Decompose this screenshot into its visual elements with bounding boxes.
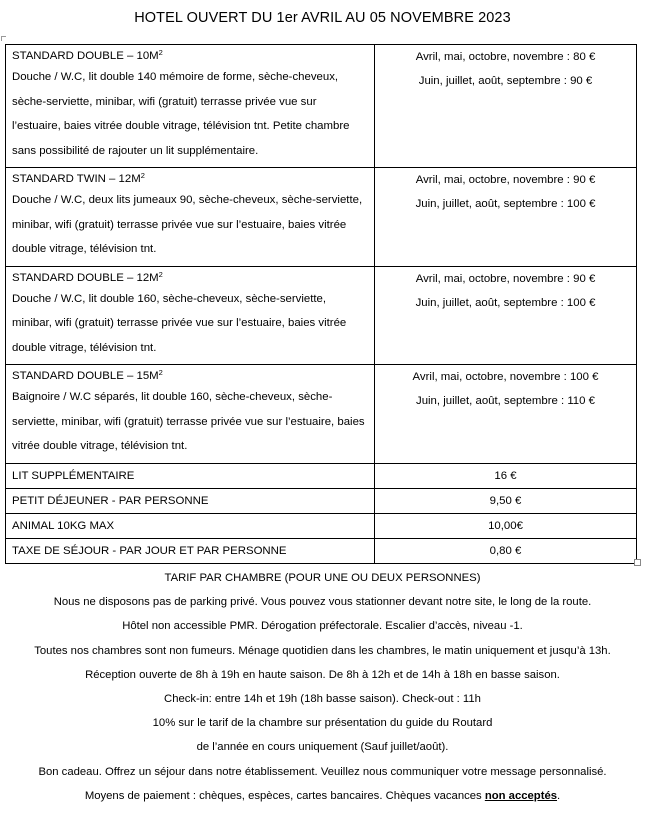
extra-row	[6, 463, 637, 488]
smoking-cleaning-note: Toutes nos chambres sont non fumeurs. Ménage quotidien dans les chambres, le matin uniquement et jusqu’à 13h.	[34, 644, 611, 657]
room-description: Douche / W.C, lit double 140 mémoire de forme, sèche-cheveux, sèche-serviette, minibar, wifi (gratuit) terrasse privée vue sur l’estuaire, baies vitrée double vitrage, télévision tnt. Petite chambre sans possibilité de rajouter un lit supplémentaire.	[12, 71, 350, 157]
extra-price: 10,00€	[375, 513, 637, 538]
room-row	[6, 45, 637, 168]
extra-row	[6, 488, 637, 513]
extra-price: 9,50 €	[375, 488, 637, 513]
price-low-season: Avril, mai, octobre, novembre : 90 €	[415, 272, 596, 285]
price-low-season: Avril, mai, octobre, novembre : 80 €	[415, 51, 596, 63]
extra-row	[6, 538, 637, 563]
room-name: STANDARD TWIN – $12M^2$	[12, 171, 145, 185]
payment-methods-note	[0, 784, 645, 808]
table-anchor-marker	[1, 36, 6, 41]
room-info-cell	[6, 45, 375, 168]
checkin-note: Check-in: entre 14h et 19h (18h basse saison). Check-out : 11h	[164, 692, 481, 705]
payment-end: .	[557, 789, 561, 802]
room-row	[6, 266, 637, 365]
price-high-season: Juin, juillet, août, septembre : 110 €	[416, 395, 595, 407]
price-high-season: Juin, juillet, août, septembre : 100 €	[415, 198, 596, 210]
room-row	[6, 365, 637, 464]
notes-section	[0, 566, 645, 808]
room-prices-cell	[375, 365, 637, 464]
extra-label: TAXE DE SÉJOUR - PAR JOUR ET PAR PERSONNE	[6, 538, 375, 563]
room-prices-cell	[375, 168, 637, 267]
accessibility-note: Hôtel non accessible PMR. Dérogation préfectorale. Escalier d’accès, niveau -1.	[122, 620, 523, 633]
room-info-cell	[6, 365, 375, 464]
room-prices-cell	[375, 266, 637, 365]
price-high-season: Juin, juillet, août, septembre : 100 €	[415, 296, 596, 309]
extra-label: LIT SUPPLÉMENTAIRE	[6, 463, 375, 488]
gift-voucher-note: Bon cadeau. Offrez un séjour dans notre établissement. Veuillez nous communiquer votre message personnalisé.	[38, 765, 607, 778]
room-prices-cell	[375, 45, 637, 168]
extra-price: 16 €	[375, 463, 637, 488]
extra-label: PETIT DÉJEUNER - PAR PERSONNE	[6, 488, 375, 513]
payment-methods-text: Moyens de paiement : chèques, espèces, cartes bancaires. Chèques vacances	[84, 789, 485, 802]
reception-hours-note: Réception ouverte de 8h à 19h en haute saison. De 8h à 12h et de 14h à 18h en basse saison.	[85, 668, 560, 681]
room-info-cell	[6, 266, 375, 365]
price-low-season: Avril, mai, octobre, novembre : 100 €	[412, 371, 599, 383]
room-name: STANDARD DOUBLE – $10M^2$	[12, 48, 163, 62]
payment-not-accepted: non acceptés	[484, 789, 558, 802]
price-low-season: Avril, mai, octobre, novembre : 90 €	[415, 174, 596, 186]
room-row	[6, 168, 637, 267]
room-name: STANDARD DOUBLE – $12M^2$	[12, 269, 163, 284]
tariff-note: TARIF PAR CHAMBRE (POUR UNE OU DEUX PERSONNES)	[164, 572, 481, 584]
rates-table	[5, 44, 637, 564]
extra-label: ANIMAL 10KG MAX	[6, 513, 375, 538]
routard-discount-note-cont: de l’année en cours uniquement (Sauf juillet/août).	[196, 741, 449, 754]
parking-note: Nous ne disposons pas de parking privé. Vous pouvez vous stationner devant notre site, le long de la route.	[53, 596, 592, 609]
extra-row	[6, 513, 637, 538]
table-resize-handle[interactable]	[634, 559, 641, 566]
room-name: STANDARD DOUBLE – $15M^2$	[12, 368, 163, 382]
routard-discount-note: 10% sur le tarif de la chambre sur présentation du guide du Routard	[152, 717, 493, 730]
room-description: Baignoire / W.C séparés, lit double 160, sèche-cheveux, sèche-serviette, minibar, wifi (gratuit) terrasse privée vue sur l’estuaire, baies vitrée double vitrage, télévision tnt.	[12, 391, 365, 452]
extra-price: 0,80 €	[375, 538, 637, 563]
page-title: HOTEL OUVERT DU 1er AVRIL AU 05 NOVEMBRE 2023	[134, 10, 511, 26]
room-description: Douche / W.C, deux lits jumeaux 90, sèche-cheveux, sèche-serviette, minibar, wifi (gratuit) terrasse privée vue sur l’estuaire, baies vitrée double vitrage, télévision tnt.	[12, 194, 363, 255]
price-high-season: Juin, juillet, août, septembre : 90 €	[418, 75, 593, 87]
room-info-cell	[6, 168, 375, 267]
room-description: Douche / W.C, lit double 160, sèche-cheveux, sèche-serviette, minibar, wifi (gratuit) terrasse privée vue sur l’estuaire, baies vitrée double vitrage, télévision tnt.	[12, 292, 347, 354]
